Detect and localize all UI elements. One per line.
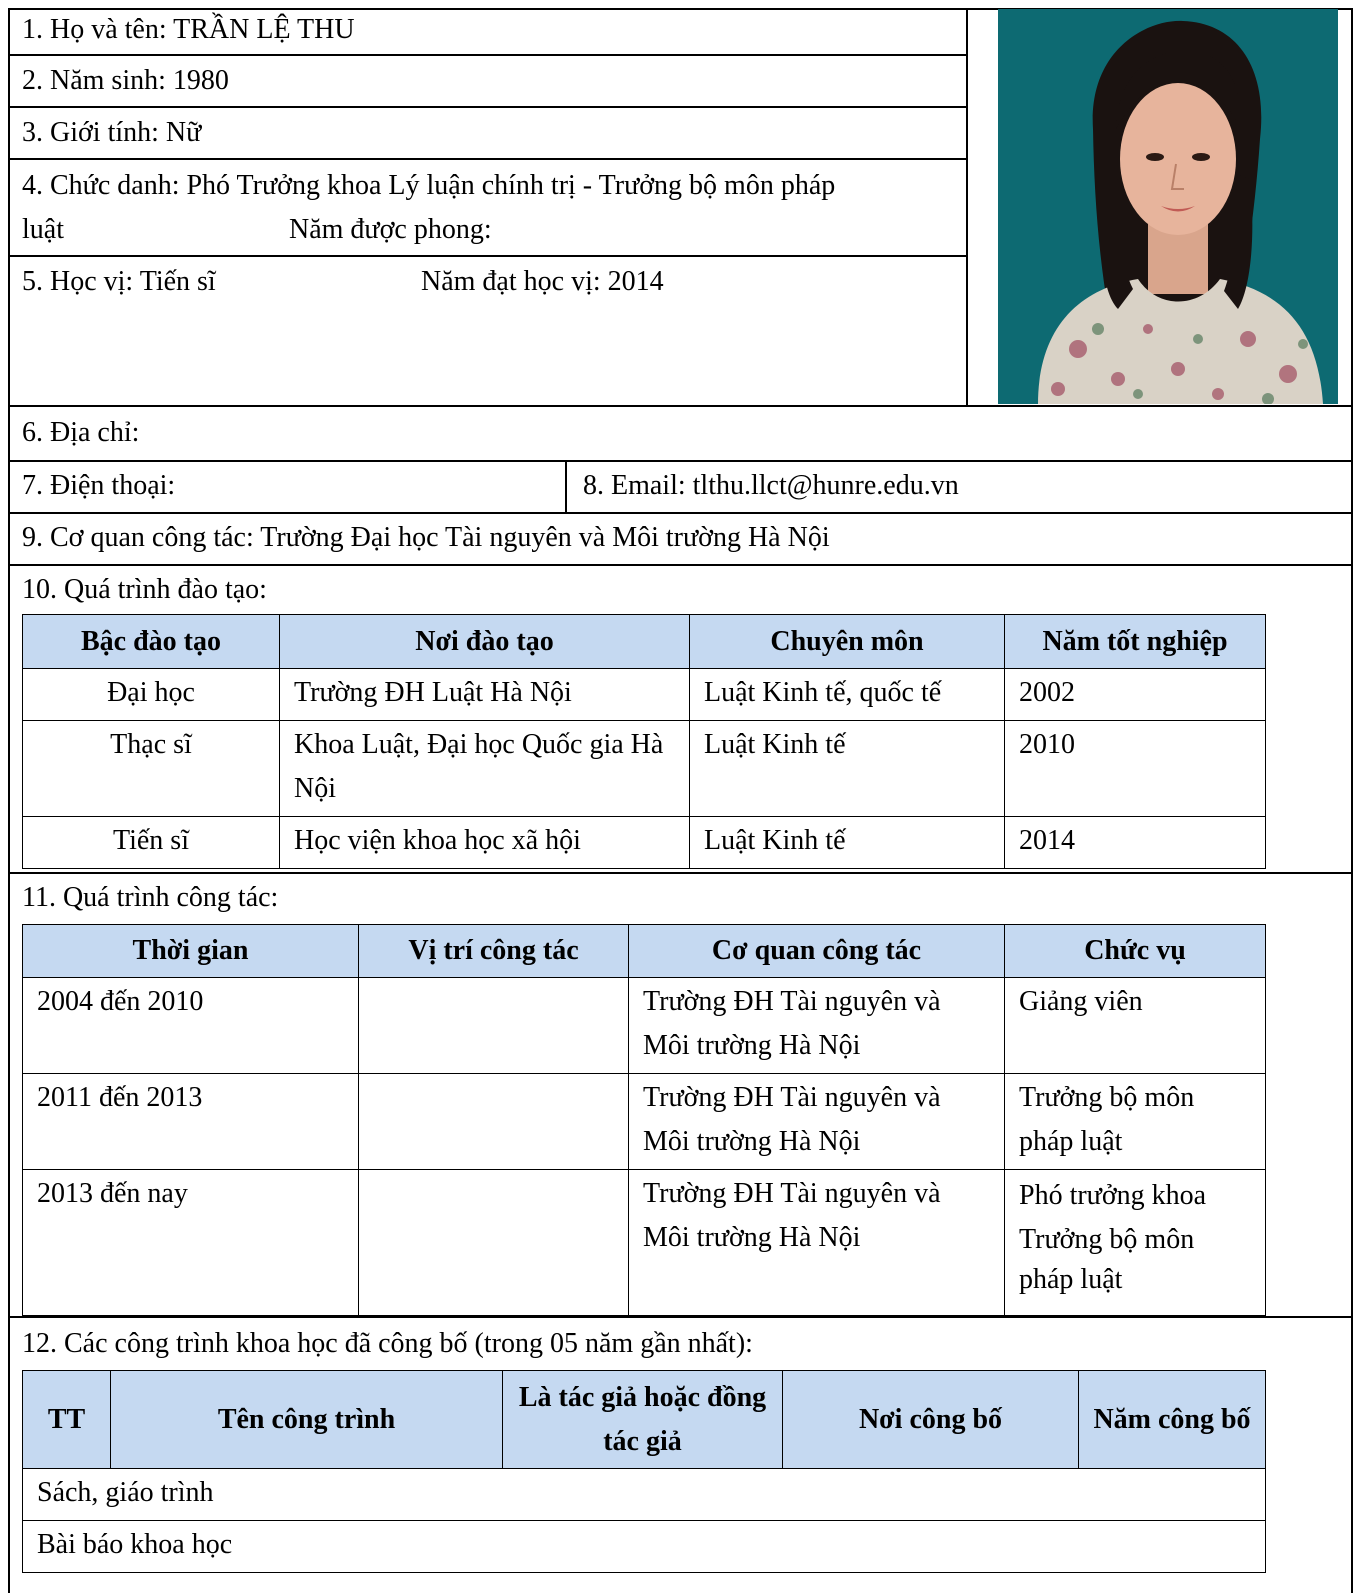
title-year-field: Năm được phong: — [289, 214, 492, 245]
frame-left — [8, 8, 10, 1593]
section-row — [23, 1469, 1266, 1521]
divider — [8, 255, 967, 257]
birth-year-field: 2. Năm sinh: 1980 — [22, 65, 229, 96]
table-cell — [359, 1170, 629, 1316]
divider — [8, 405, 1353, 407]
table-header-row — [23, 615, 1266, 669]
table-row — [23, 978, 1266, 1074]
column-header: Vị trí công tác — [359, 925, 629, 978]
table-cell: Luật Kinh tế — [690, 721, 1005, 817]
table-cell: Luật Kinh tế, quốc tế — [690, 669, 1005, 721]
table-cell: Luật Kinh tế — [690, 817, 1005, 869]
table-header-row — [23, 925, 1266, 978]
table-cell: Trường ĐH Tài nguyên và Môi trường Hà Nội — [629, 978, 1005, 1074]
work-table — [22, 924, 1266, 1316]
table-cell: 2010 — [1005, 721, 1266, 817]
table-cell: Trường ĐH Luật Hà Nội — [280, 669, 690, 721]
divider — [8, 106, 967, 108]
column-header: Tên công trình — [111, 1371, 503, 1469]
table-cell: Đại học — [23, 669, 280, 721]
column-header: Chức vụ — [1005, 925, 1266, 978]
table-cell: 2002 — [1005, 669, 1266, 721]
table-row — [23, 721, 1266, 817]
column-header: Năm công bố — [1079, 1371, 1266, 1469]
column-header: Thời gian — [23, 925, 359, 978]
table-cell: 2013 đến nay — [23, 1170, 359, 1316]
work-heading: 11. Quá trình công tác: — [22, 882, 279, 913]
table-cell: Giảng viên — [1005, 978, 1266, 1074]
frame-right — [1351, 8, 1353, 1593]
table-row — [23, 669, 1266, 721]
table-cell: 2014 — [1005, 817, 1266, 869]
title-field: 4. Chức danh: Phó Trưởng khoa Lý luận chính trị - Trưởng bộ môn pháp — [22, 170, 836, 201]
column-header: Chuyên môn — [690, 615, 1005, 669]
divider — [8, 564, 1353, 566]
table-cell: Trường ĐH Tài nguyên và Môi trường Hà Nội — [629, 1074, 1005, 1170]
divider — [8, 460, 1353, 462]
divider — [8, 54, 967, 56]
column-header: Nơi công bố — [783, 1371, 1079, 1469]
table-cell: Học viện khoa học xã hội — [280, 817, 690, 869]
section-label: Bài báo khoa học — [23, 1521, 1266, 1573]
table-header-row — [23, 1371, 1266, 1469]
table-cell: Trưởng bộ môn pháp luật — [1005, 1074, 1266, 1170]
name-field: 1. Họ và tên: TRẦN LỆ THU — [22, 14, 355, 45]
table-cell — [1005, 1170, 1266, 1316]
column-header: Nơi đào tạo — [280, 615, 690, 669]
publications-table — [22, 1370, 1266, 1573]
table-cell: Thạc sĩ — [23, 721, 280, 817]
divider — [8, 158, 967, 160]
photo-divider — [966, 8, 968, 406]
email-field: 8. Email: tlthu.llct@hunre.edu.vn — [583, 470, 959, 501]
divider — [565, 460, 567, 513]
section-row — [23, 1521, 1266, 1573]
column-header: Bậc đào tạo — [23, 615, 280, 669]
publications-heading: 12. Các công trình khoa học đã công bố (trong 05 năm gần nhất): — [22, 1328, 753, 1359]
address-field: 6. Địa chỉ: — [22, 417, 140, 448]
column-header: TT — [23, 1371, 111, 1469]
education-table — [22, 614, 1266, 869]
table-cell — [359, 1074, 629, 1170]
gender-field: 3. Giới tính: Nữ — [22, 117, 202, 148]
column-header: Năm tốt nghiệp — [1005, 615, 1266, 669]
education-heading: 10. Quá trình đào tạo: — [22, 574, 267, 605]
divider — [8, 872, 1353, 874]
table-cell: 2011 đến 2013 — [23, 1074, 359, 1170]
table-cell: Trường ĐH Tài nguyên và Môi trường Hà Nội — [629, 1170, 1005, 1316]
table-cell: 2004 đến 2010 — [23, 978, 359, 1074]
title-field-continued: luật — [22, 214, 64, 245]
degree-year-field: Năm đạt học vị: 2014 — [421, 266, 664, 297]
position-line: Phó trưởng khoa — [1019, 1180, 1207, 1211]
table-cell: Tiến sĩ — [23, 817, 280, 869]
portrait-photo — [998, 9, 1338, 404]
phone-field: 7. Điện thoại: — [22, 470, 176, 501]
table-row — [23, 1074, 1266, 1170]
table-cell — [359, 978, 629, 1074]
table-cell: Khoa Luật, Đại học Quốc gia Hà Nội — [280, 721, 690, 817]
table-row — [23, 817, 1266, 869]
workplace-field: 9. Cơ quan công tác: Trường Đại học Tài nguyên và Môi trường Hà Nội — [22, 522, 830, 553]
column-header: Là tác giả hoặc đồng tác giả — [503, 1371, 783, 1469]
degree-field: 5. Học vị: Tiến sĩ — [22, 266, 216, 297]
column-header: Cơ quan công tác — [629, 925, 1005, 978]
divider — [8, 1316, 1353, 1318]
position-line: Trưởng bộ môn pháp luật — [1019, 1224, 1195, 1295]
divider — [8, 512, 1353, 514]
section-label: Sách, giáo trình — [23, 1469, 1266, 1521]
table-row — [23, 1170, 1266, 1316]
